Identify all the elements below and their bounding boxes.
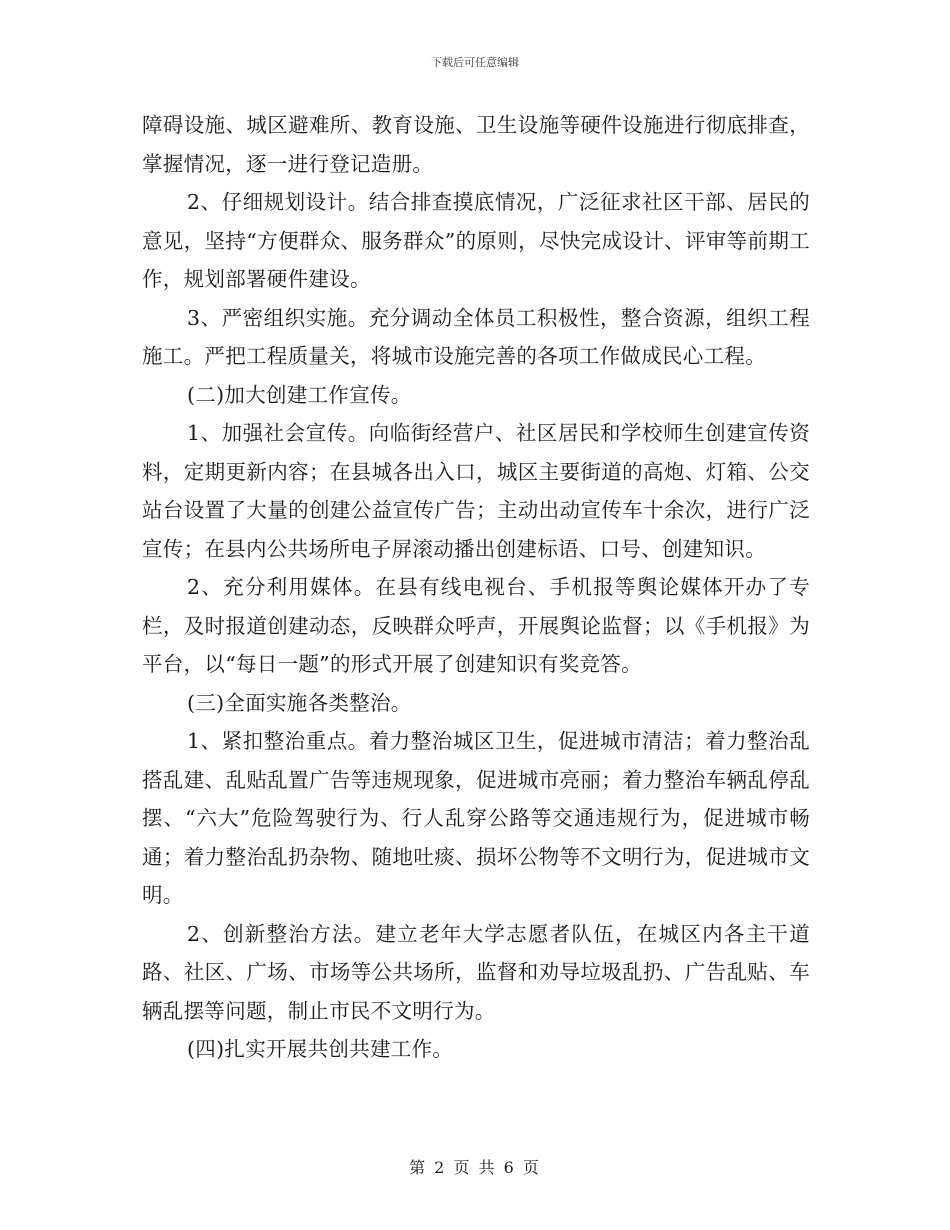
paragraph-9: 2、创新整治方法。建立老年大学志愿者队伍，在城区内各主干道路、社区、广场、市场等公共场所，监督和劝导垃圾乱扔、广告乱贴、车辆乱摆等问题，制止市民不文明行为。 bbox=[142, 921, 810, 1023]
section-heading-4: (四)扎实开展共创共建工作。 bbox=[187, 1037, 454, 1061]
section-heading-3: (三)全面实施各类整治。 bbox=[187, 690, 412, 715]
document-body bbox=[142, 106, 810, 1069]
page-footer: 第 2 页 共 6 页 bbox=[409, 1158, 541, 1177]
paragraph-3: 3、严密组织实施。充分调动全体员工积极性，整合资源，组织工程施工。严把工程质量关，将城市设施完善的各项工作做成民心工程。 bbox=[142, 305, 810, 368]
paragraph-5: 1、加强社会宣传。向临街经营户、社区居民和学校师生创建宣传资料，定期更新内容；在县城各出入口，城区主要街道的高炮、灯箱、公交站台设置了大量的创建公益宣传广告；主动出动宣传车十余次，进行广泛宣传；在县内公共场所电子屏滚动播出创建标语、口号、创建知识。 bbox=[142, 421, 810, 561]
paragraph-1: 障碍设施、城区避难所、教育设施、卫生设施等硬件设施进行彻底排查，掌握情况，逐一进行登记造册。 bbox=[142, 113, 810, 176]
paragraph-6: 2、充分利用媒体。在县有线电视台、手机报等舆论媒体开办了专栏，及时报道创建动态，反映群众呼声，开展舆论监督；以《手机报》为平台，以“每日一题”的形式开展了创建知识有奖竞答。 bbox=[142, 575, 810, 676]
paragraph-2: 2、仔细规划设计。结合排查摸底情况，广泛征求社区干部、居民的意见，坚持“方便群众、服务群众”的原则，尽快完成设计、评审等前期工作，规划部署硬件建设。 bbox=[142, 190, 810, 291]
section-heading-2: (二)加大创建工作宣传。 bbox=[187, 382, 412, 407]
page-header: 下载后可任意编辑 bbox=[431, 56, 519, 69]
paragraph-8: 1、紧扣整治重点。着力整治城区卫生，促进城市清洁；着力整治乱搭乱建、乱贴乱置广告等违规现象，促进城市亮丽；着力整治车辆乱停乱摆、“六大”危险驾驶行为、行人乱穿公路等交通违规行为，促进城市畅通；着力整治乱扔杂物、随地吐痰、损坏公物等不文明行为，促进城市文明。 bbox=[142, 729, 810, 907]
